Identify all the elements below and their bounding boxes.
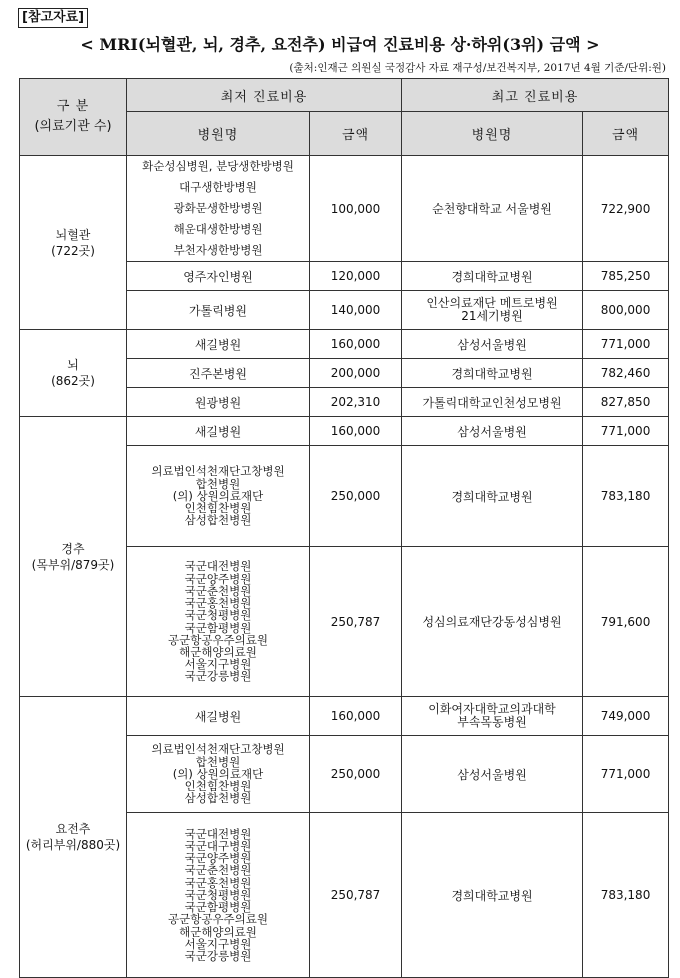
max-amount-cell: 791,600 (583, 547, 669, 697)
hospital-name: 서울지구병원 (184, 936, 252, 951)
max-amount-cell: 783,180 (583, 813, 669, 978)
min-amount-cell: 250,000 (310, 446, 402, 547)
max-amount-cell: 827,850 (583, 388, 669, 417)
min-hospital-cell (127, 388, 310, 417)
hospital-name: 순천향대학교 서울병원 (432, 202, 552, 216)
hospital-name: 국군홍천병원 (184, 596, 252, 611)
min-hospital-cell (127, 813, 310, 978)
hospital-name: 국군춘천병원 (184, 863, 252, 878)
min-hospital-header: 병원명 (127, 112, 310, 156)
max-hospital-cell (402, 156, 583, 262)
hospital-name: 국군춘천병원 (184, 583, 252, 598)
min-amount-cell: 160,000 (310, 697, 402, 736)
max-hospital-cell (402, 262, 583, 291)
min-hospital-cell (127, 330, 310, 359)
hospital-name: 새길병원 (194, 709, 242, 724)
max-amount-cell: 782,460 (583, 359, 669, 388)
max-hospital-cell (402, 736, 583, 813)
hospital-name: 국군대구병원 (184, 839, 252, 854)
hospital-name: 경희대학교병원 (451, 269, 533, 284)
max-hospital-cell (402, 330, 583, 359)
min-amount-header: 금액 (310, 112, 402, 156)
max-amount-cell: 722,900 (583, 156, 669, 262)
max-amount-cell: 783,180 (583, 446, 669, 547)
hospital-name: 해군해양의료원 (179, 924, 257, 939)
hospital-name: 합천병원 (195, 476, 241, 491)
hospital-name: 21세기병원 (461, 309, 523, 323)
category-count: (허리부위/880곳) (25, 838, 121, 852)
hospital-name: 화순성심병원, 분당생한방병원 (142, 159, 294, 173)
max-amount-cell: 771,000 (583, 417, 669, 446)
min-amount-cell: 250,787 (310, 547, 402, 697)
hospital-name: 국군함평병원 (184, 620, 252, 635)
hospital-name: 경희대학교병원 (451, 489, 533, 504)
table-row (20, 330, 669, 359)
mri-cost-table (19, 78, 669, 978)
hospital-name: 국군강릉병원 (184, 669, 252, 684)
table-row (20, 156, 669, 262)
min-amount-cell: 100,000 (310, 156, 402, 262)
hospital-name: 국군청평병원 (184, 887, 252, 902)
min-hospital-cell (127, 359, 310, 388)
category-count: (목부위/879곳) (31, 557, 115, 572)
max-amount-cell: 800,000 (583, 291, 669, 330)
category-cell (20, 697, 127, 978)
hospital-name: 합천병원 (195, 754, 241, 769)
hospital-name: 삼성서울병원 (457, 424, 527, 439)
hospital-name: 경희대학교병원 (451, 888, 533, 903)
category-cell (20, 156, 127, 330)
hospital-name: 새길병원 (194, 337, 242, 352)
min-amount-cell: 160,000 (310, 330, 402, 359)
hospital-name: 국군홍천병원 (184, 875, 252, 890)
category-header: 구 분 (의료기관 수) (20, 79, 127, 156)
hospital-name: 해군해양의료원 (179, 644, 257, 659)
hospital-name: 국군강릉병원 (184, 948, 252, 963)
min-amount-cell: 250,787 (310, 813, 402, 978)
category-name: 경추 (61, 541, 85, 556)
min-hospital-cell (127, 262, 310, 291)
hospital-name: 가톨릭병원 (189, 303, 247, 318)
max-cost-header: 최고 진료비용 (402, 79, 669, 112)
max-hospital-cell (402, 547, 583, 697)
table-row (20, 697, 669, 736)
max-hospital-header: 병원명 (402, 112, 583, 156)
hospital-name: 부천자생한방병원 (173, 243, 263, 257)
hospital-name: 인천힘찬병원 (184, 779, 252, 794)
category-name: 요전추 (55, 822, 91, 836)
hospital-name: 이화여자대학교의과대학 (428, 702, 556, 716)
max-hospital-cell (402, 446, 583, 547)
category-name: 뇌혈관 (55, 227, 91, 242)
hospital-name: 성심의료재단강동성심병원 (422, 615, 562, 629)
hospital-name: 부속목동병원 (457, 715, 527, 729)
min-hospital-cell (127, 417, 310, 446)
hospital-name: 국군양주병원 (184, 571, 252, 586)
source-note: (출처:인재근 의원실 국정감사 자료 재구성/보건복지부, 2017년 4월 기준/단위:원) (289, 62, 666, 74)
hospital-name: 국군대전병원 (184, 826, 252, 841)
min-amount-cell: 202,310 (310, 388, 402, 417)
hospital-name: 새길병원 (194, 424, 242, 439)
min-hospital-cell (127, 291, 310, 330)
hospital-name: 해운대생한방병원 (173, 222, 263, 236)
max-amount-cell: 771,000 (583, 330, 669, 359)
min-hospital-cell (127, 736, 310, 813)
hospital-name: (의) 상원의료재단 (172, 488, 264, 503)
min-hospital-cell (127, 446, 310, 547)
hospital-name: 공군항공우주의료원 (168, 632, 268, 647)
category-count: (722곳) (51, 243, 95, 258)
hospital-name: 삼성서울병원 (457, 337, 527, 352)
min-amount-cell: 120,000 (310, 262, 402, 291)
max-amount-cell: 771,000 (583, 736, 669, 813)
max-hospital-cell (402, 417, 583, 446)
hospital-name: 인천힘찬병원 (184, 501, 252, 516)
table-body (20, 156, 669, 978)
document-title: < MRI(뇌혈관, 뇌, 경추, 요전추) 비급여 진료비용 상·하위(3위) 금액 > (80, 35, 600, 54)
hospital-name: 경희대학교병원 (451, 366, 533, 381)
hospital-name: 광화문생한방병원 (173, 201, 263, 215)
max-hospital-cell (402, 697, 583, 736)
hospital-name: 대구생한방병원 (179, 180, 257, 194)
hospital-name: 국군청평병원 (184, 608, 252, 623)
hospital-name: 삼성서울병원 (457, 767, 527, 782)
min-hospital-cell (127, 697, 310, 736)
category-name: 뇌 (67, 358, 79, 372)
min-cost-header: 최저 진료비용 (127, 79, 402, 112)
min-hospital-cell (127, 156, 310, 262)
table-header (20, 79, 669, 156)
hospital-name: 국군양주병원 (184, 851, 252, 866)
hospital-name: 영주자인병원 (183, 269, 253, 284)
hospital-name: 의료법인석천재단고창병원 (151, 464, 285, 479)
category-count: (862곳) (51, 374, 95, 388)
category-cell (20, 330, 127, 417)
hospital-name: 진주본병원 (189, 366, 247, 381)
hospital-name: 삼성합천병원 (184, 513, 252, 528)
hospital-name: 삼성합천병원 (184, 791, 252, 806)
hospital-name: 서울지구병원 (184, 657, 252, 672)
min-hospital-cell (127, 547, 310, 697)
max-hospital-cell (402, 388, 583, 417)
hospital-name: 국군함평병원 (184, 900, 252, 915)
hospital-name: 공군항공우주의료원 (168, 912, 268, 927)
max-amount-cell: 749,000 (583, 697, 669, 736)
hospital-name: (의) 상원의료재단 (172, 766, 264, 781)
max-hospital-cell (402, 291, 583, 330)
max-hospital-cell (402, 359, 583, 388)
max-amount-cell: 785,250 (583, 262, 669, 291)
max-hospital-cell (402, 813, 583, 978)
table-row (20, 417, 669, 446)
hospital-name: 원광병원 (194, 395, 242, 410)
max-amount-header: 금액 (583, 112, 669, 156)
reference-tag: [참고자료] (18, 8, 88, 28)
hospital-name: 의료법인석천재단고창병원 (151, 742, 285, 757)
hospital-name: 가톨릭대학교인천성모병원 (422, 395, 562, 410)
min-amount-cell: 160,000 (310, 417, 402, 446)
hospital-name: 국군대전병원 (184, 559, 252, 574)
hospital-name: 인산의료재단 메트로병원 (426, 296, 558, 310)
category-cell (20, 417, 127, 697)
min-amount-cell: 250,000 (310, 736, 402, 813)
min-amount-cell: 200,000 (310, 359, 402, 388)
min-amount-cell: 140,000 (310, 291, 402, 330)
